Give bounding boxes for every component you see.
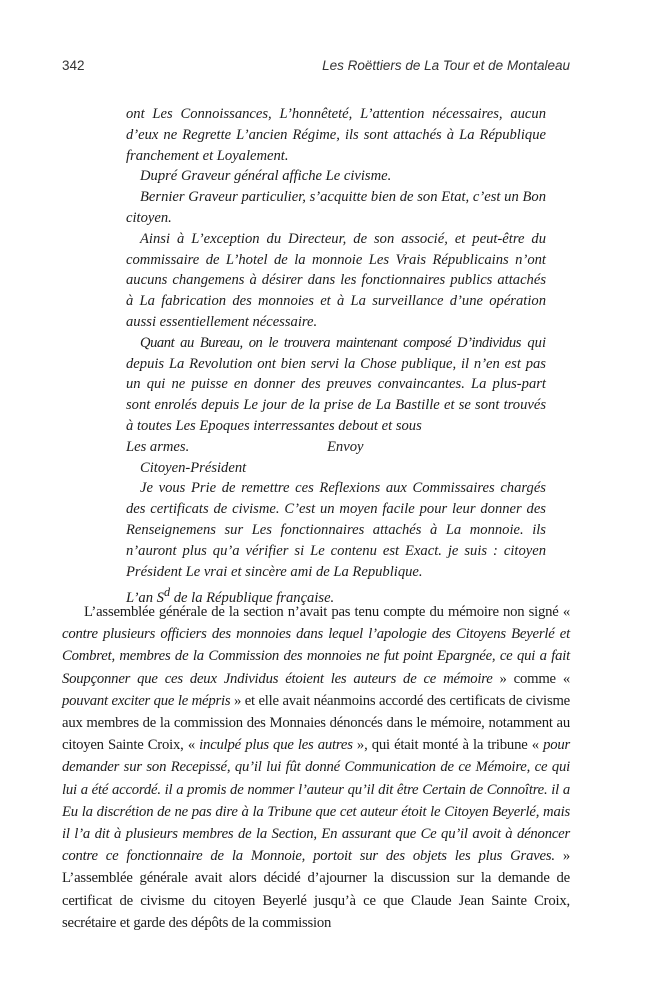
quote-paragraph-6: Je vous Prie de remettre ces Reflexions aux Commissaires chargés des certificats de civisme. C’est un moyen facile pour leur donner des Renseignemens sur Les fonctionnaires attachés à La monnoie. ils n’auront plus qu’a vérifier si Le contenu est Exact. je suis : citoyen Président Le vrai et sincère ami de La Republique. (126, 480, 546, 580)
quote-paragraph-5-lead: Quant au Bureau, on le trouvera maintenant composé D’individus (140, 334, 521, 351)
body-quote-4: pour demander sur son Recepissé, qu’il lui fût donné Communication de ce Mémoire, ce qui lui a été accordé. il a promis de nommer l’auteur qu’il dit être Certain de Connoître. il a Eu la discrétion de ne pas dire à la Tribune que cet auteur étoit le Citoyen Beyerlé, mais il l’a dit à plusieurs membres de la Section, En assurant que Ce qu’il avoit à dénoncer contre ce fonctionnaire de la Monnoie, portoit sur des objets les plus Graves. (62, 737, 571, 865)
quote-paragraph-5 (126, 333, 546, 437)
quote-paragraph-4: Ainsi à L’exception du Directeur, de son associé, et peut-être du commissaire de L’hotel de la monnoie Les Vrais Républicains n’ont aucuns changemens à désirer dans les fonctionnaires publics attachés à La fabrication des monnoies et à La surveillance d’une opération aussi essentiellement nécessaire. (126, 230, 546, 330)
body-segment-2: » comme « (492, 670, 570, 687)
quote-paragraph-5-rest: qui depuis La Revolution ont bien servi la Chose publique, il n’en est pas un qui ne puisse en donner des preuves convaincantes. La plus-part sont enrolés depuis Le jour de la prise de La Bastille et se sont trouvés à toutes Les Epoques interressantes debout et sous (126, 334, 547, 434)
date-superscript: d (163, 585, 171, 600)
quote-paragraph-5-last: Les armes. (126, 438, 190, 455)
quote-paragraph-3: Bernier Graveur particulier, s’acquitte bien de son Etat, c’est un Bon citoyen. (126, 189, 546, 226)
body-paragraph (62, 601, 570, 934)
body-quote-1: contre plusieurs officiers des monnoies dans lequel l’apologie des Citoyens Beyerlé et Combret, membres de la Commission des monnoies ne fut point Epargnée, ce qui a fait Soupçonner que ces deux Jndividus étoient les auteurs de ce mémoire (62, 626, 570, 687)
body-segment-1: L’assemblée générale de la section n’avait pas tenu compte du mémoire non signé « (84, 604, 570, 620)
running-title: Les Roëttiers de La Tour et de Montaleau (322, 58, 570, 73)
body-quote-2: pouvant exciter que le mépris (62, 692, 231, 709)
quote-paragraph-1: ont Les Connoissances, L’honnêteté, L’attention nécessaires, aucun d’eux ne Regrette L’ancien Régime, ils sont attachés à La République franchement et Loyalement. (126, 106, 546, 164)
body-segment-5: » L’assemblée générale avait alors décidé d’ajourner la discussion sur la demande de certificat de civisme du citoyen Beyerlé jusqu’à ce que Claude Jean Sainte Croix, secrétaire et garde des dépôts de la commission (62, 848, 570, 931)
date-prefix: L’an S (126, 590, 164, 607)
body-segment-3: » et elle avait néanmoins accordé des certificats de civisme aux membres de la commission des Monnaies dénoncés dans le mémoire, notamment au citoyen Sainte Croix, « (62, 692, 570, 754)
body-quote-3: inculpé plus que les autres (199, 737, 353, 754)
body-segment-4: », qui était monté à la tribune « (352, 737, 544, 754)
block-quote (126, 104, 546, 609)
body-text (62, 601, 570, 934)
quote-envoy-line (126, 437, 546, 458)
salutation: Citoyen-Président (140, 459, 247, 476)
quote-paragraph-2: Dupré Graveur général affiche Le civisme. (140, 168, 392, 185)
page-number: 342 (62, 58, 85, 73)
envoy-label: Envoy (327, 438, 364, 455)
date-suffix: de la République française. (170, 590, 335, 607)
